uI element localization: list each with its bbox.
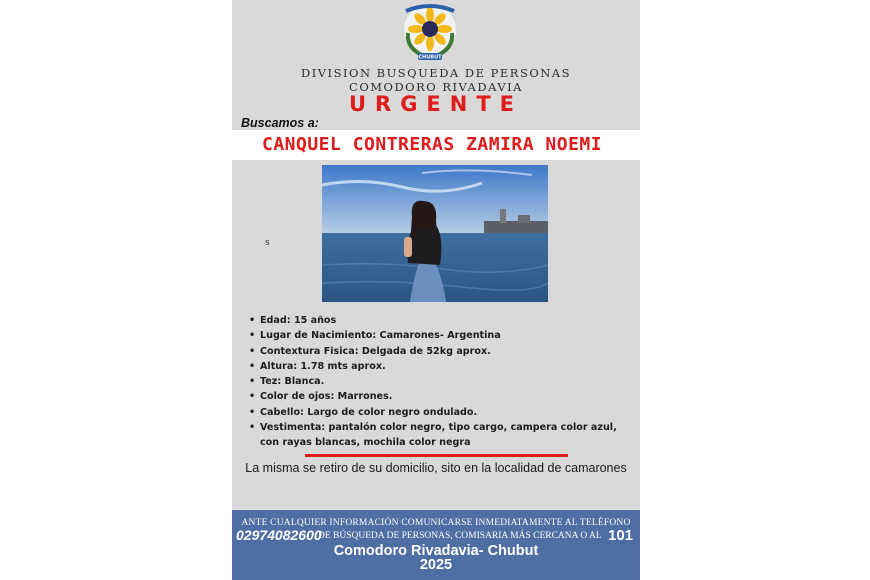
detail-height: • Altura: 1.78 mts aprox. xyxy=(248,359,628,374)
org-line-1: DIVISION BUSQUEDA DE PERSONAS xyxy=(300,66,571,80)
detail-skin: • Tez: Blanca. xyxy=(248,374,628,389)
search-label: Buscamos a: xyxy=(241,116,319,130)
emergency-number[interactable]: 101 xyxy=(608,527,634,544)
contact-phone[interactable]: 02974082600 xyxy=(236,527,322,543)
divider-line xyxy=(305,454,568,457)
detail-birthplace: • Lugar de Nacimiento: Camarones- Argentina xyxy=(248,328,628,343)
footer-line-2: DE BÚSQUEDA DE PERSONAS, COMISARIA MÁS CERCANA O AL xyxy=(318,531,602,541)
last-seen-note: La misma se retiro de su domicilio, sito en la localidad de camarones xyxy=(245,461,627,475)
footer-year: 2025 xyxy=(419,557,453,573)
detail-clothing: • Vestimenta: pantalón color negro, tipo cargo, campera color azul, con rayas blancas, mochila color negra xyxy=(248,420,628,451)
org-line-2: COMODORO RIVADAVIA xyxy=(349,80,523,94)
details-list xyxy=(248,313,628,451)
missing-person-photo xyxy=(322,165,548,302)
sunflower-emblem-icon xyxy=(400,3,460,61)
emblem-text: CHUBUT xyxy=(418,54,442,61)
footer-line-1: ANTE CUALQUIER INFORMACIÓN COMUNICARSE INMEDIATAMENTE AL TELÉFONO xyxy=(241,518,631,528)
photo-girl-by-sea-icon xyxy=(322,165,548,302)
detail-eyes: • Color de ojos: Marrones. xyxy=(248,389,628,404)
detail-build: • Contextura Fisica: Delgada de 52kg aprox. xyxy=(248,344,628,359)
footer-city: Comodoro Rivadavia- Chubut xyxy=(333,543,539,559)
missing-person-name: CANQUEL CONTRERAS ZAMIRA NOEMI xyxy=(262,134,603,155)
urgent-heading: URGENTE xyxy=(348,92,524,116)
side-mark: s xyxy=(265,238,270,248)
detail-age: • Edad: 15 años xyxy=(248,313,628,328)
detail-hair: • Cabello: Largo de color negro ondulado. xyxy=(248,405,628,420)
